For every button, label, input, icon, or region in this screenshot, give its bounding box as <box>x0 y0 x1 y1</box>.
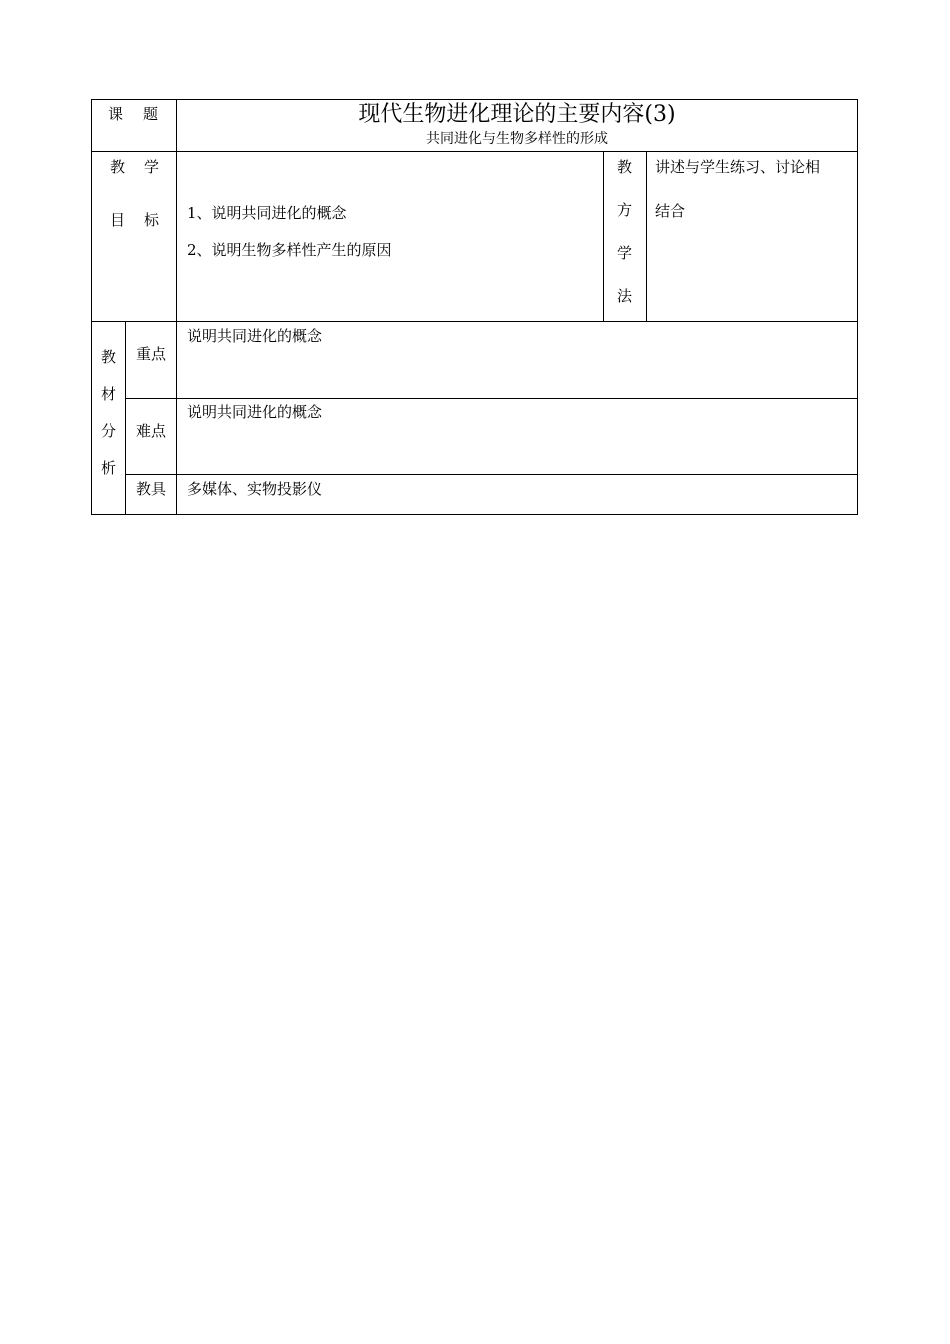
method-text-line1: 讲述与学生练习、讨论相 <box>655 158 821 176</box>
row-divider <box>91 151 858 152</box>
lesson-subtitle: 共同进化与生物多样性的形成 <box>426 131 608 147</box>
col-divider <box>125 321 126 515</box>
objectives-label-char: 教 <box>110 158 126 176</box>
row-divider <box>125 398 858 399</box>
row-divider <box>125 474 858 475</box>
method-label-char: 教 <box>617 158 633 176</box>
objectives-label-char: 目 <box>110 211 126 229</box>
subject-label-2: 题 <box>143 105 159 123</box>
material-label-char: 析 <box>101 459 117 477</box>
difficulty-label: 难点 <box>136 422 167 440</box>
key-point-value: 说明共同进化的概念 <box>187 327 323 345</box>
lesson-title: 现代生物进化理论的主要内容(3) <box>358 102 676 127</box>
col-divider <box>603 151 604 321</box>
objectives-label-char: 标 <box>144 211 160 229</box>
row-divider <box>91 321 858 322</box>
objective-item: 2、说明生物多样性产生的原因 <box>187 241 392 259</box>
method-label-char: 方 <box>617 201 633 219</box>
material-label-char: 教 <box>101 348 117 366</box>
material-label-char: 材 <box>101 385 117 403</box>
objectives-label-char: 学 <box>144 158 160 176</box>
material-label-char: 分 <box>101 422 117 440</box>
difficulty-value: 说明共同进化的概念 <box>187 403 323 421</box>
objective-item: 1、说明共同进化的概念 <box>187 204 347 222</box>
subject-label-1: 课 <box>108 105 124 123</box>
col-divider <box>646 151 647 321</box>
method-label-char: 法 <box>617 287 633 305</box>
method-text-line2: 结合 <box>655 202 686 220</box>
teaching-aids-label: 教具 <box>136 480 167 498</box>
method-label-char: 学 <box>617 244 633 262</box>
col-divider <box>176 99 177 515</box>
key-point-label: 重点 <box>136 345 167 363</box>
teaching-aids-value: 多媒体、实物投影仪 <box>187 480 323 498</box>
